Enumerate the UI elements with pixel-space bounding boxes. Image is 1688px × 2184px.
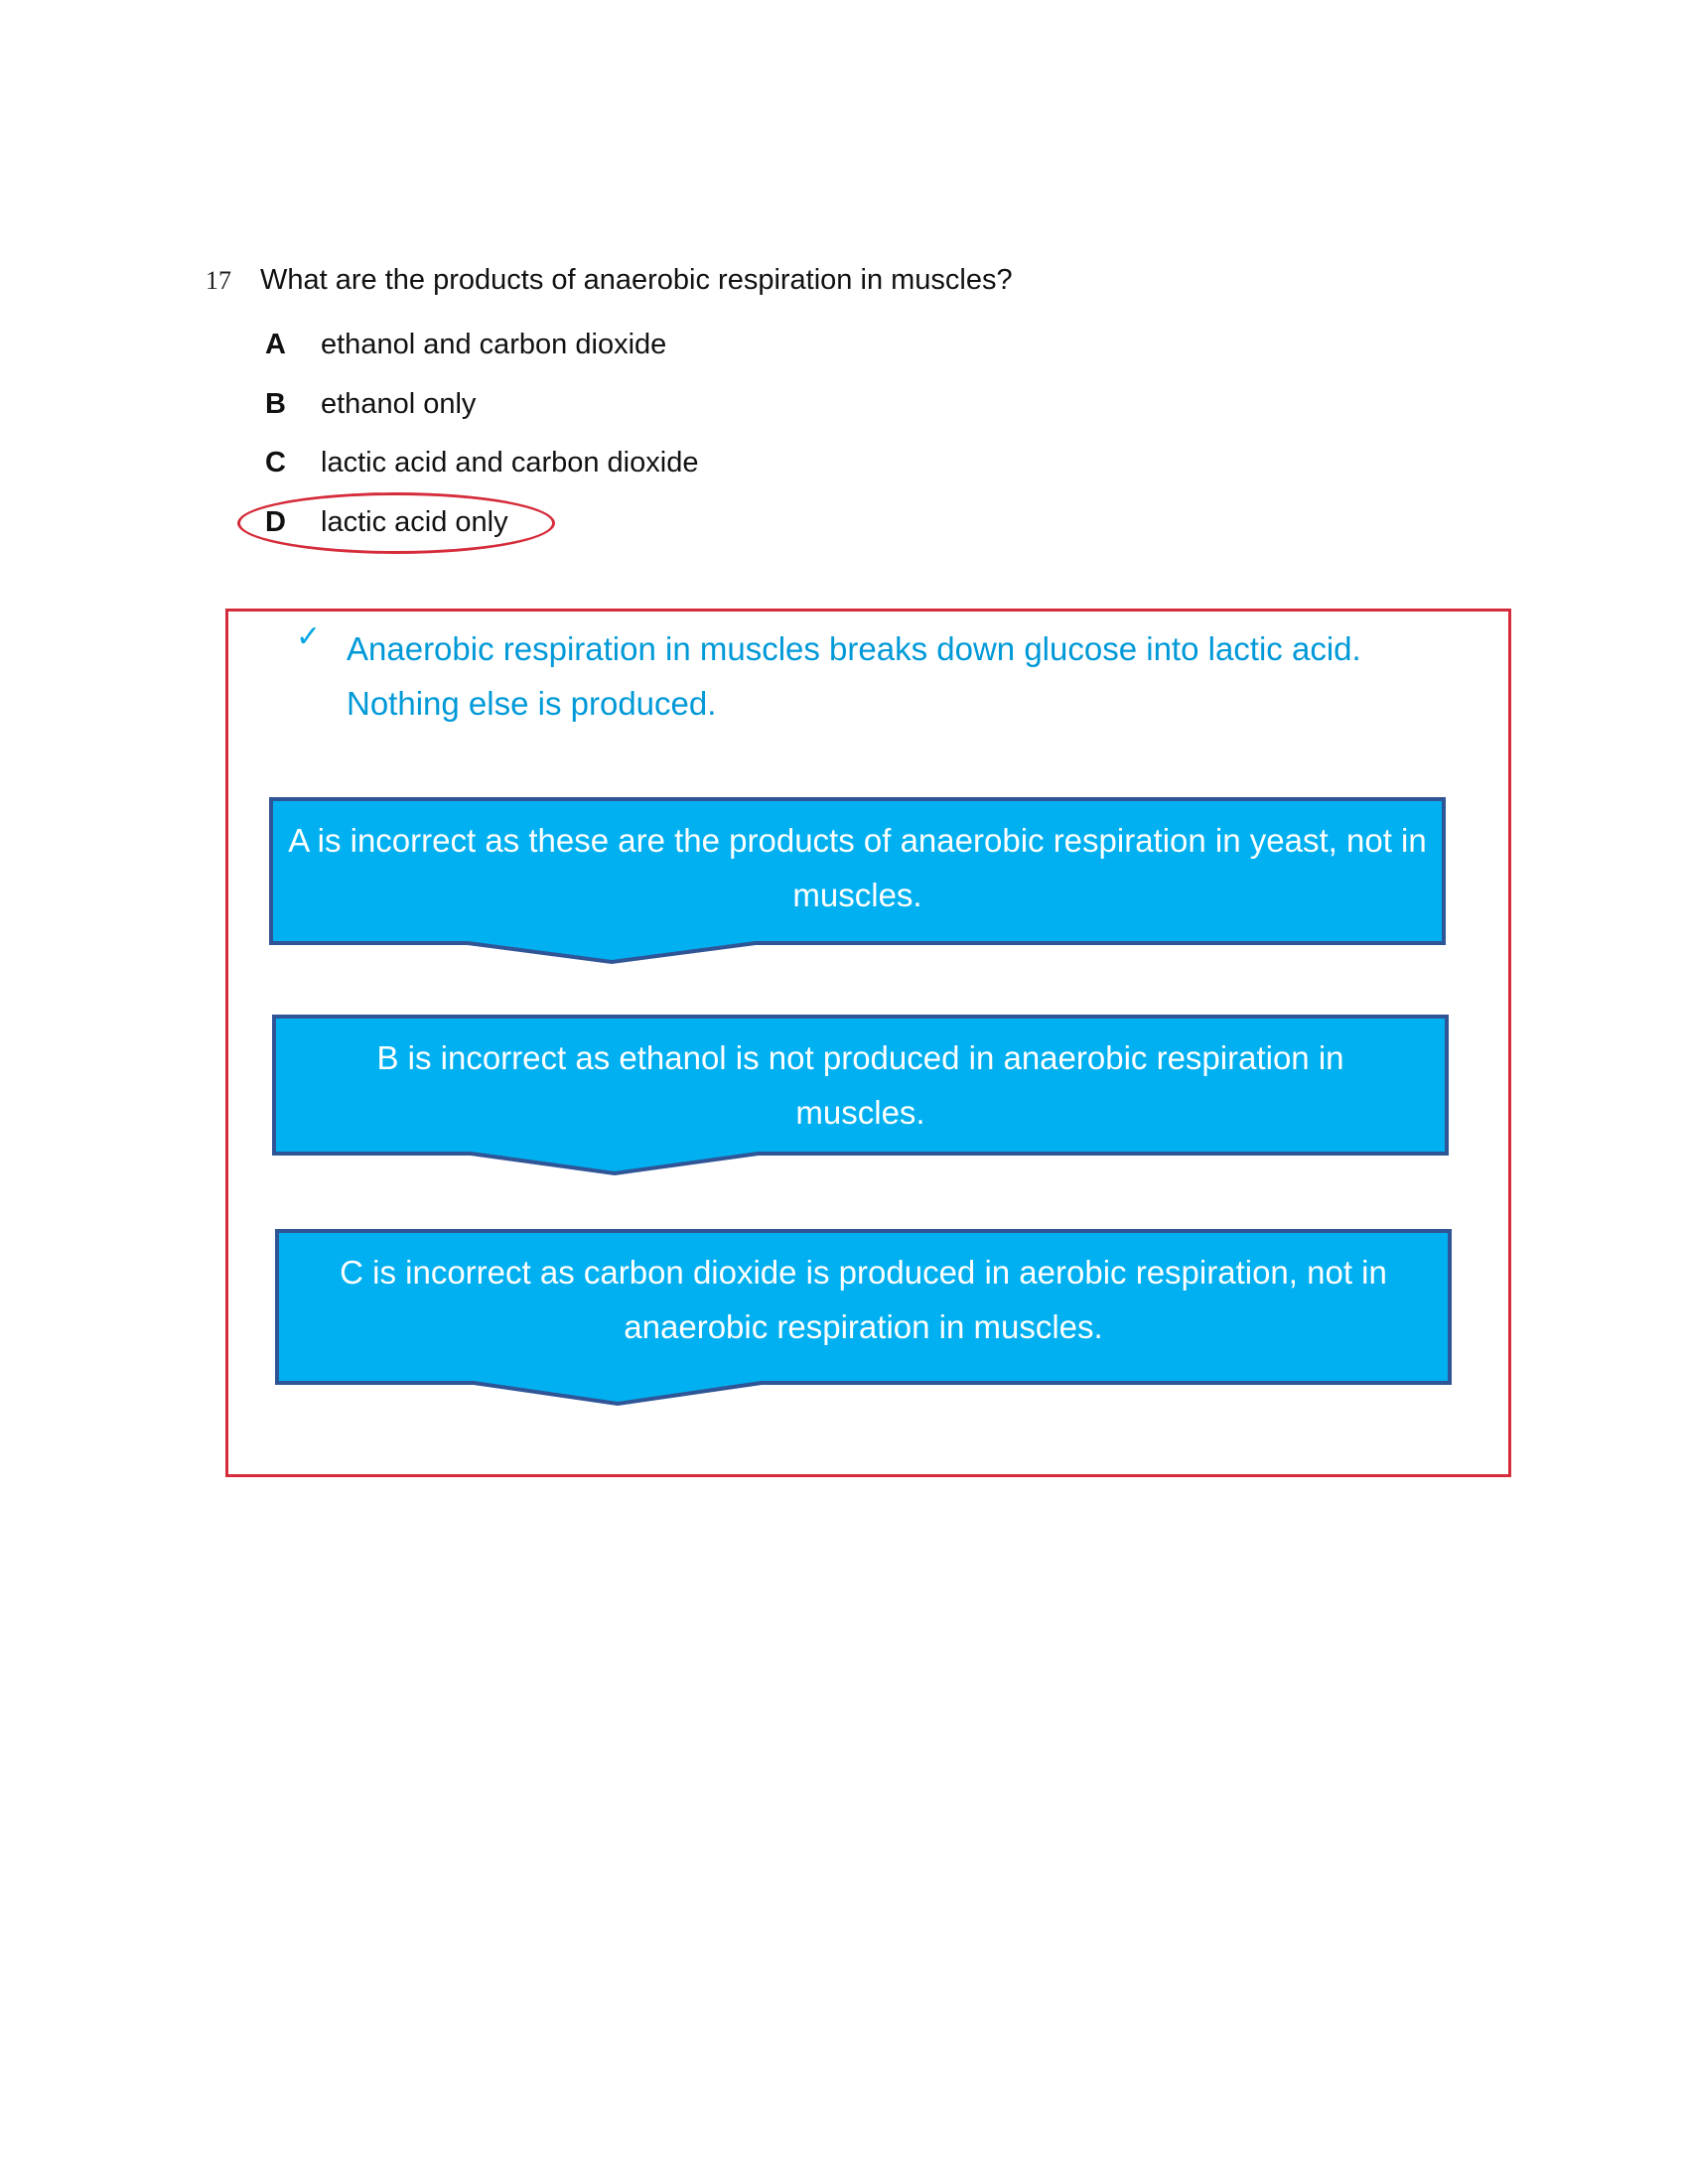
question-number: 17 bbox=[206, 266, 231, 295]
option-letter: D bbox=[265, 506, 286, 538]
option-text: lactic acid only bbox=[321, 506, 508, 538]
correct-explanation-line-2: Nothing else is produced. bbox=[347, 685, 717, 722]
option-text: lactic acid and carbon dioxide bbox=[321, 447, 699, 478]
question-text: What are the products of anaerobic respiration in muscles? bbox=[260, 264, 1013, 296]
callout-text: C is incorrect as carbon dioxide is produced in aerobic respiration, not in anaerobic respiration in muscles. bbox=[340, 1254, 1387, 1345]
selected-answer-highlight bbox=[237, 492, 555, 554]
correct-explanation-line-1: Anaerobic respiration in muscles breaks down glucose into lactic acid. bbox=[347, 630, 1361, 667]
correct-explanation bbox=[347, 621, 1439, 731]
option-letter: C bbox=[265, 447, 286, 478]
option-letter: B bbox=[265, 388, 286, 420]
callout-text: B is incorrect as ethanol is not produced in anaerobic respiration in muscles. bbox=[376, 1039, 1344, 1131]
explanation-callout-b bbox=[272, 1015, 1449, 1173]
option-letter: A bbox=[265, 329, 286, 360]
explanation-callout-a bbox=[269, 797, 1446, 962]
explanation-callout-c bbox=[275, 1229, 1452, 1404]
option-text: ethanol only bbox=[321, 388, 477, 420]
option-text: ethanol and carbon dioxide bbox=[321, 329, 667, 360]
check-icon: ✓ bbox=[296, 619, 322, 654]
callout-text: A is incorrect as these are the products of anaerobic respiration in yeast, not in muscles. bbox=[288, 822, 1427, 913]
